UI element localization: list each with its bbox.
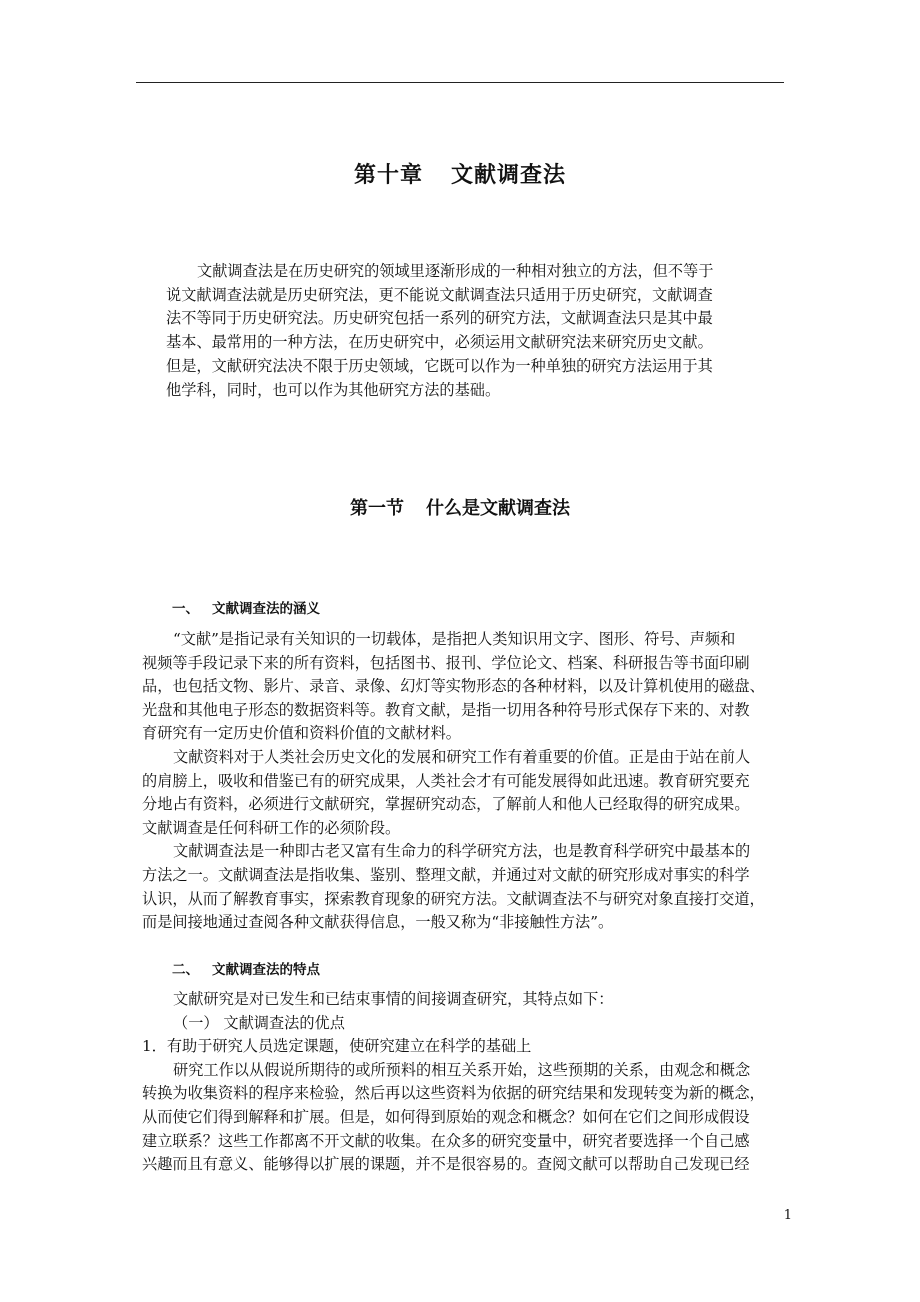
body-line: 光盘和其他电子形态的数据资料等。教育文献，是指一切用各种符号形式保存下来的、对教 [142, 700, 750, 719]
body-line: 建立联系？这些工作都离不开文献的收集。在众多的研究变量中，研究者要选择一个自己感 [142, 1131, 750, 1150]
body-line: 文献调查法是一种即古老又富有生命力的科学研究方法，也是教育科学研究中最基本的 [173, 842, 751, 861]
intro-line: 但是，文献研究法决不限于历史领域，它既可以作为一种单独的研究方法运用于其 [166, 356, 713, 375]
page-number: 1 [783, 1208, 792, 1223]
features-body [142, 988, 790, 1177]
body-line: 文献资料对于人类社会历史文化的发展和研究工作有着重要的价值。正是由于站在前人 [173, 747, 751, 766]
intro-line: 说文献调查法就是历史研究法，更不能说文献调查法只适用于历史研究，文献调查 [166, 285, 713, 304]
chapter-name: 文献调查法 [451, 163, 567, 188]
subheading-advantages: （一） 文献调查法的优点 [173, 1013, 345, 1032]
section-name: 什么是文献调查法 [426, 498, 570, 519]
body-line: “文献”是指记录有关知识的一切载体，是指把人类知识用文字、图形、符号、声频和 [173, 630, 736, 648]
body-line: 分地占有资料，必须进行文献研究，掌握研究动态，了解前人和他人已经取得的研究成果。 [142, 795, 750, 814]
meaning-body [142, 628, 790, 935]
body-line: 从而使它们得到解释和扩展。但是，如何得到原始的观念和概念？如何在它们之间形成假设 [142, 1107, 750, 1126]
body-line: 认识，从而了解教育事实，探索教育现象的研究方法。文献调查法不与研究对象直接打交道， [142, 889, 765, 908]
heading-features [172, 958, 320, 978]
intro-line: 他学科，同时，也可以作为其他研究方法的基础。 [166, 380, 501, 399]
header-rule [136, 82, 784, 83]
section-number: 第一节 [350, 498, 404, 519]
body-line: 研究工作以从假说所期待的或所预料的相互关系开始，这些预期的关系，由观念和概念 [173, 1060, 751, 1079]
chapter-title [0, 158, 920, 189]
body-line: 兴趣而且有意义、能够得以扩展的课题，并不是很容易的。查阅文献可以帮助自己发现已经 [142, 1155, 750, 1174]
body-line: 转换为收集资料的程序来检验，然后再以这些资料为依据的研究结果和发现转变为新的概念， [142, 1084, 765, 1103]
intro-line: 基本、最常用的一种方法，在历史研究中，必须运用文献研究法来研究历史文献。 [166, 333, 713, 352]
section-title [0, 494, 920, 520]
heading-number: 二、 [172, 962, 199, 978]
intro-paragraph [166, 260, 750, 402]
body-line: 品，也包括文物、影片、录音、录像、幻灯等实物形态的各种材料，以及计算机使用的磁盘、 [142, 677, 765, 696]
intro-line: 法不等同于历史研究法。历史研究包括一系列的研究方法，文献调查法只是其中最 [166, 309, 713, 328]
body-line: 文献研究是对已发生和已结束事情的间接调查研究，其特点如下： [173, 990, 614, 1008]
body-line: 视频等手段记录下来的所有资料，包括图书、报刊、学位论文、档案、科研报告等书面印刷 [142, 653, 750, 672]
intro-line: 文献调查法是在历史研究的领域里逐渐形成的一种相对独立的方法，但不等于 [197, 262, 714, 280]
body-line: 而是间接地通过查阅各种文献获得信息，一般又称为“非接触性方法”。 [142, 913, 614, 932]
body-line: 文献调查是任何科研工作的必须阶段。 [142, 818, 401, 837]
heading-text: 文献调查法的涵义 [212, 601, 320, 617]
heading-meaning [172, 597, 320, 617]
numbered-item: 1．有助于研究人员选定课题，使研究建立在科学的基础上 [142, 1037, 532, 1056]
heading-text: 文献调查法的特点 [212, 962, 320, 978]
chapter-number: 第十章 [353, 163, 423, 188]
body-line: 方法之一。文献调查法是指收集、鉴别、整理文献，并通过对文献的研究形成对事实的科学 [142, 865, 750, 884]
body-line: 育研究有一定历史价值和资料价值的文献材料。 [142, 724, 461, 743]
body-line: 的肩膀上，吸收和借鉴已有的研究成果，人类社会才有可能发展得如此迅速。教育研究要充 [142, 771, 750, 790]
heading-number: 一、 [172, 601, 199, 617]
